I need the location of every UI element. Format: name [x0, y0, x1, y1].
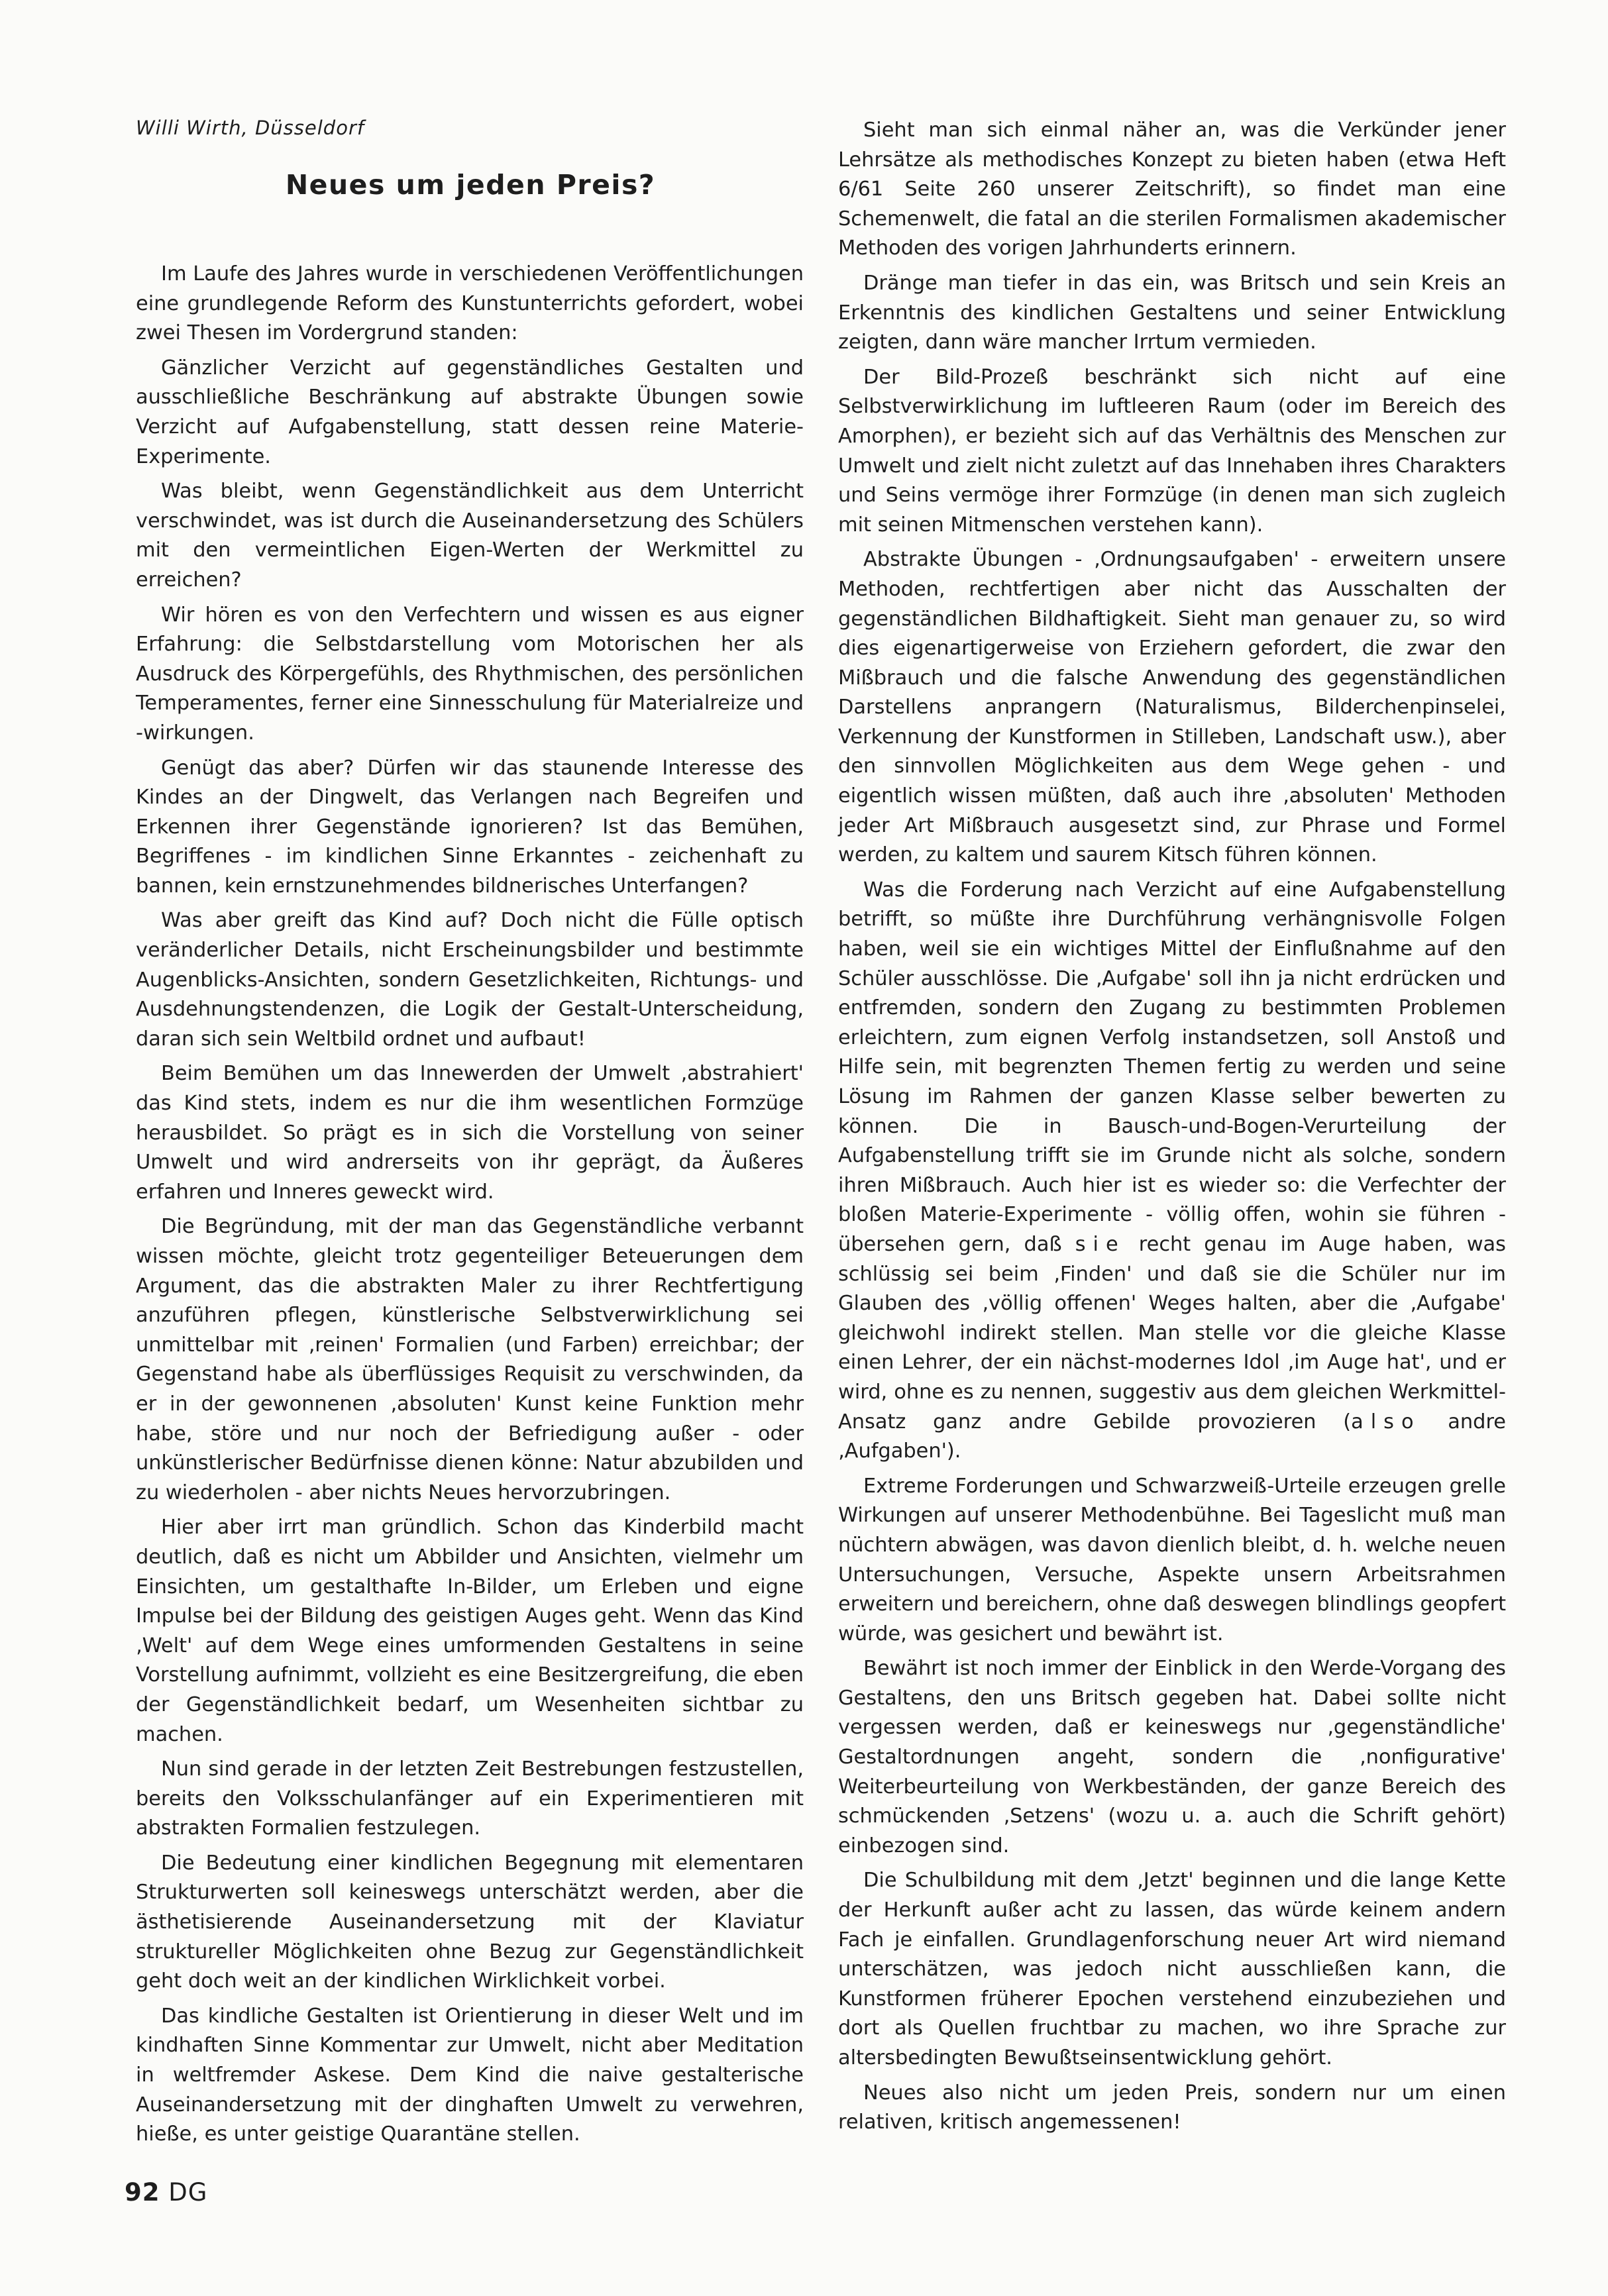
paragraph: Neues also nicht um jeden Preis, sondern nur um einen relativen, kritisch angemessenen! [838, 2081, 1506, 2134]
paragraph: Gänzlicher Verzicht auf gegenständliches Gestalten und ausschließliche Beschränkung auf abstrakte Übungen sowie Verzicht auf Aufgabenstellung, statt dessen reine Materie-Experimente. [136, 356, 804, 468]
paragraph: Nun sind gerade in der letzten Zeit Bestrebungen festzustellen, bereits den Volksschulanfänger auf ein Experimentieren mit abstrakten Formalien festzulegen. [136, 1757, 804, 1840]
text-run: andre ‚Aufgaben'). [838, 1410, 1506, 1463]
paragraph: Sieht man sich einmal näher an, was die Verkünder jener Lehrsätze als methodisches Konzept zu bieten haben (etwa Heft 6/61 Seite 260 unserer Zeitschrift), so findet man eine Schemenwelt, die fatal an die sterilen Formalismen akademischer Methoden des vorigen Jahrhunderts erinnern. [838, 119, 1506, 260]
paragraph: Der Bild-Prozeß beschränkt sich nicht auf eine Selbstverwirklichung im luftleeren Raum (oder im Bereich des Amorphen), er bezieht sich auf das Verhältnis des Menschen zur Umwelt und zielt nicht zuletzt auf das Innehaben ihres Charakters und Seins vermöge ihrer Formzüge (in denen man sich zugleich mit seinen Mitmenschen verstehen kann). [838, 365, 1506, 537]
journal-abbreviation: DG [168, 2178, 208, 2207]
page-number: 92 [125, 2178, 160, 2207]
paragraph: Was bleibt, wenn Gegenständlichkeit aus dem Unterricht verschwindet, was ist durch die Auseinandersetzung des Schülers mit den vermeintlichen Eigen-Werten der Werkmittel zu erreichen? [136, 480, 804, 592]
right-column [838, 116, 1506, 2143]
emphasis-spaced: sie [1075, 1232, 1126, 1256]
paragraph: Bewährt ist noch immer der Einblick in den Werde-Vorgang des Gestaltens, den uns Britsch gegeben hat. Dabei sollte nicht vergessen werden, daß er keineswegs nur ‚gegenständliche' Gestaltordnungen angeht, sondern die ‚nonfigurative' Weiterbeurteilung von Werkbeständen, der ganze Bereich des schmückenden ‚Setzens' (wozu u. a. auch die Schrift gehört) einbezogen sind. [838, 1657, 1506, 1857]
paragraph: Hier aber irrt man gründlich. Schon das Kinderbild macht deutlich, daß es nicht um Abbilder und Ansichten, vielmehr um Einsichten, um gestalthafte In-Bilder, um Erleben und eigne Impulse bei der Bildung des geistigen Auges geht. Wenn das Kind ‚Welt' auf dem Wege eines umformenden Gestaltens in seine Vorstellung aufnimmt, vollzieht es eine Besitzergreifung, die eben der Gegenständlichkeit bedarf, um Wesenheiten sichtbar zu machen. [136, 1516, 804, 1746]
paragraph: Beim Bemühen um das Innewerden der Umwelt ‚abstrahiert' das Kind stets, indem es nur die ihm wesentlichen Formzüge herausbildet. So prägt es in sich die Vorstellung von seiner Umwelt und wird andrerseits von ihr geprägt, da Äußeres erfahren und Inneres geweckt wird. [136, 1062, 804, 1204]
paragraph [838, 876, 1506, 1467]
article-title: Neues um jeden Preis? [285, 169, 656, 201]
page-footer [125, 2178, 207, 2207]
paragraph: Die Begründung, mit der man das Gegenständliche verbannt wissen möchte, gleicht trotz gegenteiliger Beteuerungen dem Argument, das die abstrakten Maler zu ihrer Rechtfertigung anzuführen pflegen, künstlerische Selbstverwirklichung sei unmittelbar mit ‚reinen' Formalien (und Farben) erreichbar; der Gegenstand habe als überflüssiges Requisit zu verschwinden, da er in der gewonnenen ‚absoluten' Kunst keine Funktion mehr habe, störe und nur noch der Befriedigung außer - oder unkünstlerischer Bedürfnisse dienen könne: Natur abzubilden und zu wiederholen - aber nichts Neues hervorzubringen. [136, 1215, 804, 1504]
emphasis-spaced: also [1351, 1410, 1421, 1434]
author-line: Willi Wirth, Düsseldorf [136, 117, 365, 139]
paragraph: Was aber greift das Kind auf? Doch nicht die Fülle optisch veränderlicher Details, nicht Erscheinungsbilder und bestimmte Augenblicks-Ansichten, sondern Gesetzlichkeiten, Richtungs- und Ausdehnungstendenzen, die Logik der Gestalt-Unterscheidung, daran sich sein Weltbild ordnet und aufbaut! [136, 909, 804, 1051]
text-run: recht genau im Auge haben, was schlüssig sei beim ‚Finden' und daß sie die Schüler nur im Glauben des ‚völlig offenen' Weges halten, aber die ‚Aufgabe' gleichwohl indirekt stellen. Man stelle vor die gleiche Klasse einen Lehrer, der ein nächst-modernes Idol ‚im Auge hat', und er wird, ohne es zu nennen, suggestiv aus dem gleichen Werkmittel-Ansatz ganz andre Gebilde provozieren ( [838, 1232, 1507, 1434]
paragraph: Extreme Forderungen und Schwarzweiß-Urteile erzeugen grelle Wirkungen auf unserer Methodenbühne. Bei Tageslicht muß man nüchtern abwägen, was davon dienlich bleibt, d. h. welche neuen Untersuchungen, Versuche, Aspekte unsern Arbeitsrahmen erweitern und bereichern, ohne daß deswegen blindlings geopfert würde, was gesichert und bewährt ist. [838, 1474, 1506, 1645]
paragraph: Die Bedeutung einer kindlichen Begegnung mit elementaren Strukturwerten soll keineswegs unterschätzt werden, aber die ästhetisierende Auseinandersetzung mit der Klaviatur struktureller Möglichkeiten ohne Bezug zur Gegenständlichkeit geht doch weit an der kindlichen Wirklichkeit vorbei. [136, 1851, 804, 1993]
paragraph: Im Laufe des Jahres wurde in verschiedenen Veröffentlichungen eine grundlegende Reform des Kunstunterrichts gefordert, wobei zwei Thesen im Vordergrund standen: [136, 262, 804, 345]
paragraph: Die Schulbildung mit dem ‚Jetzt' beginnen und die lange Kette der Herkunft außer acht zu lassen, das würde keinem andern Fach je einfallen. Grundlagenforschung neuer Art wird niemand unterschätzen, was jedoch nicht ausschließen kann, die Kunstformen früherer Epochen verstehend einzubeziehen und dort als Quellen fruchtbar zu machen, wo ihre Sprache zur altersbedingten Bewußtseinsentwicklung gehört. [838, 1869, 1506, 2069]
paragraph: Wir hören es von den Verfechtern und wissen es aus eigner Erfahrung: die Selbstdarstellung vom Motorischen her als Ausdruck des Körpergefühls, des Rhythmischen, des persönlichen Temperamentes, ferner eine Sinnesschulung für Materialreize und -wirkungen. [136, 603, 804, 745]
paragraph: Dränge man tiefer in das ein, was Britsch und sein Kreis an Erkenntnis des kindlichen Gestaltens und seiner Entwicklung zeigten, dann wäre mancher Irrtum vermieden. [838, 271, 1506, 354]
paragraph: Das kindliche Gestalten ist Orientierung in dieser Welt und im kindhaften Sinne Kommentar zur Umwelt, nicht aber Meditation in weltfremder Askese. Dem Kind die naive gestalterische Auseinandersetzung mit der dinghaften Umwelt zu verwehren, hieße, es unter geistige Quarantäne stellen. [136, 2004, 804, 2146]
left-column [136, 260, 804, 2155]
paragraph: Abstrakte Übungen - ‚Ordnungsaufgaben' - erweitern unsere Methoden, rechtfertigen aber nicht das Ausschalten der gegenständlichen Bildhaftigkeit. Sieht man genauer zu, so wird dies eigenartigerweise von Erziehern gefordert, die zwar den Mißbrauch und die falsche Anwendung des gegenständlichen Darstellens anprangern (Naturalismus, Bilderchenpinselei, Verkennung der Kunstformen in Stilleben, Landschaft usw.), aber den sinnvollen Möglichkeiten aus dem Wege gehen - und eigentlich wissen müßten, daß auch ihre ‚absoluten' Methoden jeder Art Mißbrauch ausgesetzt sind, zur Phrase und Formel werden, zu kaltem und saurem Kitsch führen können. [838, 548, 1506, 867]
text-run: Was die Forderung nach Verzicht auf eine Aufgabenstellung betrifft, so müßte ihre Durchführung verhängnisvolle Folgen haben, weil sie ein wichtiges Mittel der Einflußnahme auf den Schüler ausschlösse. Die ‚Aufgabe' soll ihn ja nicht erdrücken und entfremden, sondern den Zugang zu bestimmten Problemen erleichtern, zum eignen Verfolg instandsetzen, soll Anstoß und Hilfe sein, mit begrenzten Themen fertig zu werden und seine Lösung im Rahmen der ganzen Klasse selber bewerten zu können. Die in Bausch-und-Bogen-Verurteilung der Aufgabenstellung trifft sie im Grunde nicht als solche, sondern ihren Mißbrauch. Auch hier ist es wieder so: die Verfechter der bloßen Materie-Experimente - völlig offen, wohin sie führen - übersehen gern, daß [838, 878, 1506, 1256]
paragraph: Genügt das aber? Dürfen wir das staunende Interesse des Kindes an der Dingwelt, das Verlangen nach Begreifen und Erkennen ihrer Gegenstände ignorieren? Ist das Bemühen, Begriffenes - im kindlichen Sinne Erkanntes - zeichenhaft zu bannen, kein ernstzunehmendes bildnerisches Unterfangen? [136, 756, 804, 898]
